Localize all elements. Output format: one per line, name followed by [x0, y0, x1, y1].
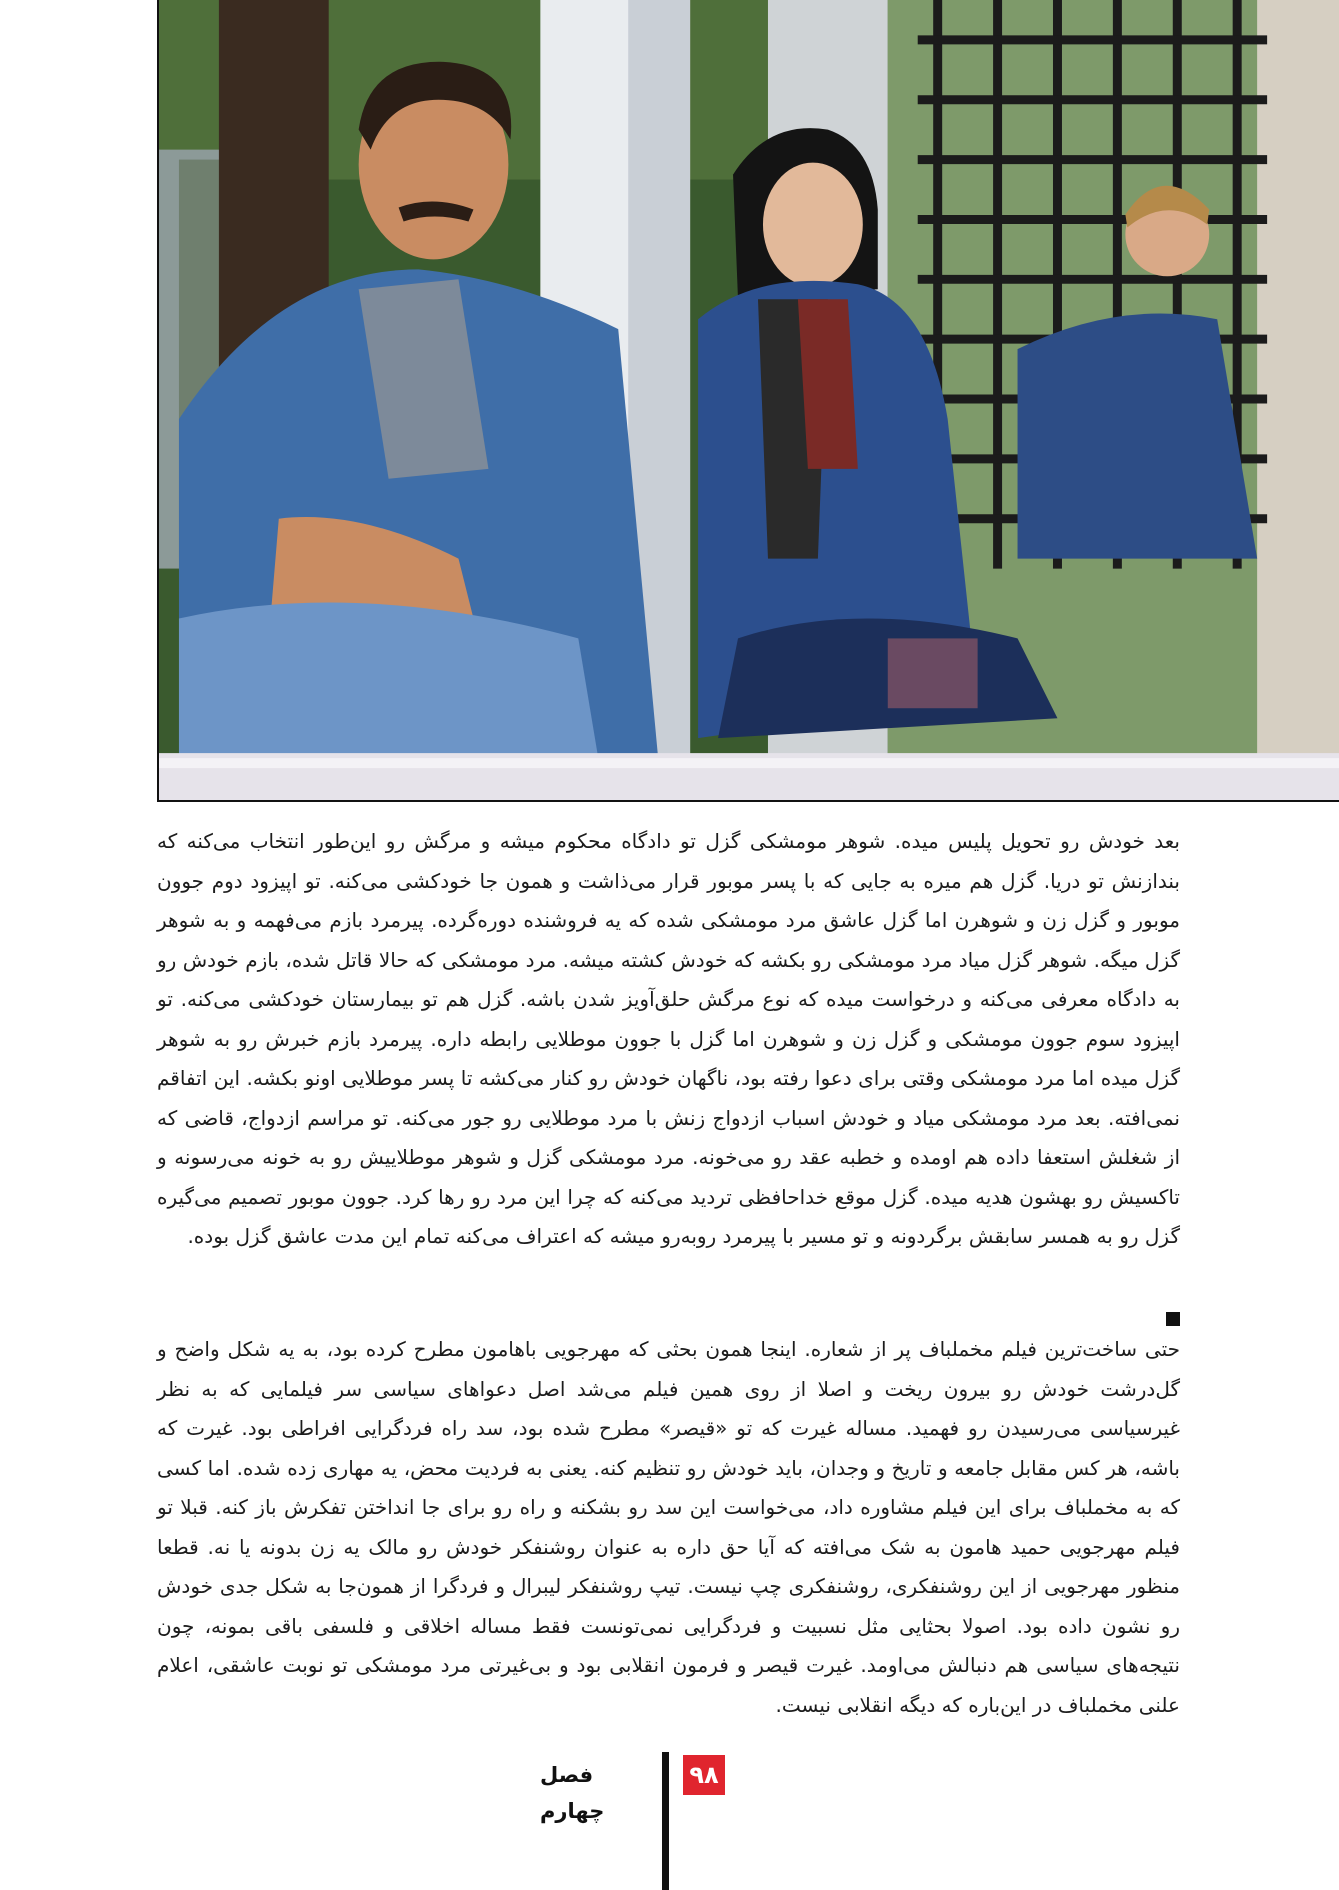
section-marker-square — [1166, 1312, 1180, 1326]
film-still-illustration — [159, 0, 1339, 800]
body-paragraph-2: حتی ساخت‌ترین فیلم مخملباف پر از شعاره. اینجا همون بحثی که مهرجویی باهامون مطرح کرده بود، به یه شکل واضح و گل‌درشت خودش رو بیرون ریخت و اصلا از روی همین فیلم می‌شد اصل دعواهای سیاسی سر فیلمایی که به نظر غیرسیاسی می‌رسیدن رو فهمید. مساله غیرت که تو «قیصر» مطرح شده بود، سد راه فردگرایی افراطی بود. غیرت که باشه، هر کس مقابل جامعه و تاریخ و وجدان، باید خودش رو تنظیم کنه. یعنی به فردیت محض، یه مهاری زده شده. اما کسی که به مخملباف برای این فیلم مشاوره داد، می‌خواست این سد رو بشکنه و راه رو برای جا انداختن تفکرش باز کنه. قبلا تو فیلم مهرجویی حمید هامون به شک می‌افته که آیا حق داره به عنوان روشنفکر خودش رو مالک یه زن بدونه یا نه. قطعا منظور مهرجویی از این روشنفکری، روشنفکری چپ نیست. تیپ روشنفکر لیبرال و فردگرا از همون‌جا به شکل جدی خودش رو نشون داده بود. اصولا بحثایی مثل نسبیت و فردگرایی نمی‌تونست فقط مساله اخلاقی و فلسفی باقی بمونه، چون نتیجه‌های سیاسی هم دنبالش می‌اومد. غیرت قیصر و فرمون انقلابی بود و بی‌غیرتی مرد مومشکی تو نوبت عاشقی، اعلام علنی مخملباف در این‌باره که دیگه انقلابی نیست. — [157, 1337, 1180, 1717]
chapter-title: فصل چهارم — [540, 1763, 605, 1823]
film-still-photo — [157, 0, 1339, 802]
page-number-badge: ۹۸ — [683, 1755, 725, 1795]
footer-vertical-rule — [662, 1752, 669, 1890]
body-paragraph-1: بعد خودش رو تحویل پلیس میده. شوهر مومشکی گزل تو دادگاه محکوم میشه و مرگش رو این‌طور انتخاب می‌کنه که بندازنش تو دریا. گزل هم میره به جایی که با پسر موبور قرار می‌ذاشت و همون جا خودکشی می‌کنه. تو اپیزود دوم جوون موبور و گزل زن و شوهرن اما گزل عاشق مرد مومشکی شده که یه فروشنده دوره‌گرده. پیرمرد بازم می‌فهمه و به شوهر گزل میگه. شوهر گزل میاد مرد مومشکی رو بکشه که خودش کشته میشه. مرد مومشکی که حالا قاتل شده، بازم خودش رو به دادگاه معرفی می‌کنه و درخواست میده که نوع مرگش حلق‌آویز شدن باشه. گزل هم تو بیمارستان خودکشی می‌کنه. تو اپیزود سوم جوون مومشکی و گزل زن و شوهرن اما گزل با جوون موطلایی رابطه داره. پیرمرد بازم خبرش رو به شوهر گزل میده اما مرد مومشکی وقتی برای دعوا رفته بود، ناگهان خودش رو کنار می‌کشه تا پسر موطلایی اونو بکشه. این اتفاقم نمی‌افته. بعد مرد مومشکی میاد و خودش اسباب ازدواج زنش با مرد موطلایی رو جور می‌کنه. تو مراسم ازدواج، قاضی که از شغلش استعفا داده هم اومده و خطبه عقد رو می‌خونه. مرد مومشکی گزل و شوهر موطلاییش رو به خونه می‌رسونه و تاکسیش رو بهشون هدیه میده. گزل موقع خداحافظی تردید می‌کنه که چرا این مرد رو رها کرد. جوون موبور تصمیم می‌گیره گزل رو به همسر سابقش برگردونه و تو مسیر با پیرمرد روبه‌رو میشه که اعتراف می‌کنه تمام این مدت عاشق گزل بوده. — [157, 829, 1180, 1248]
